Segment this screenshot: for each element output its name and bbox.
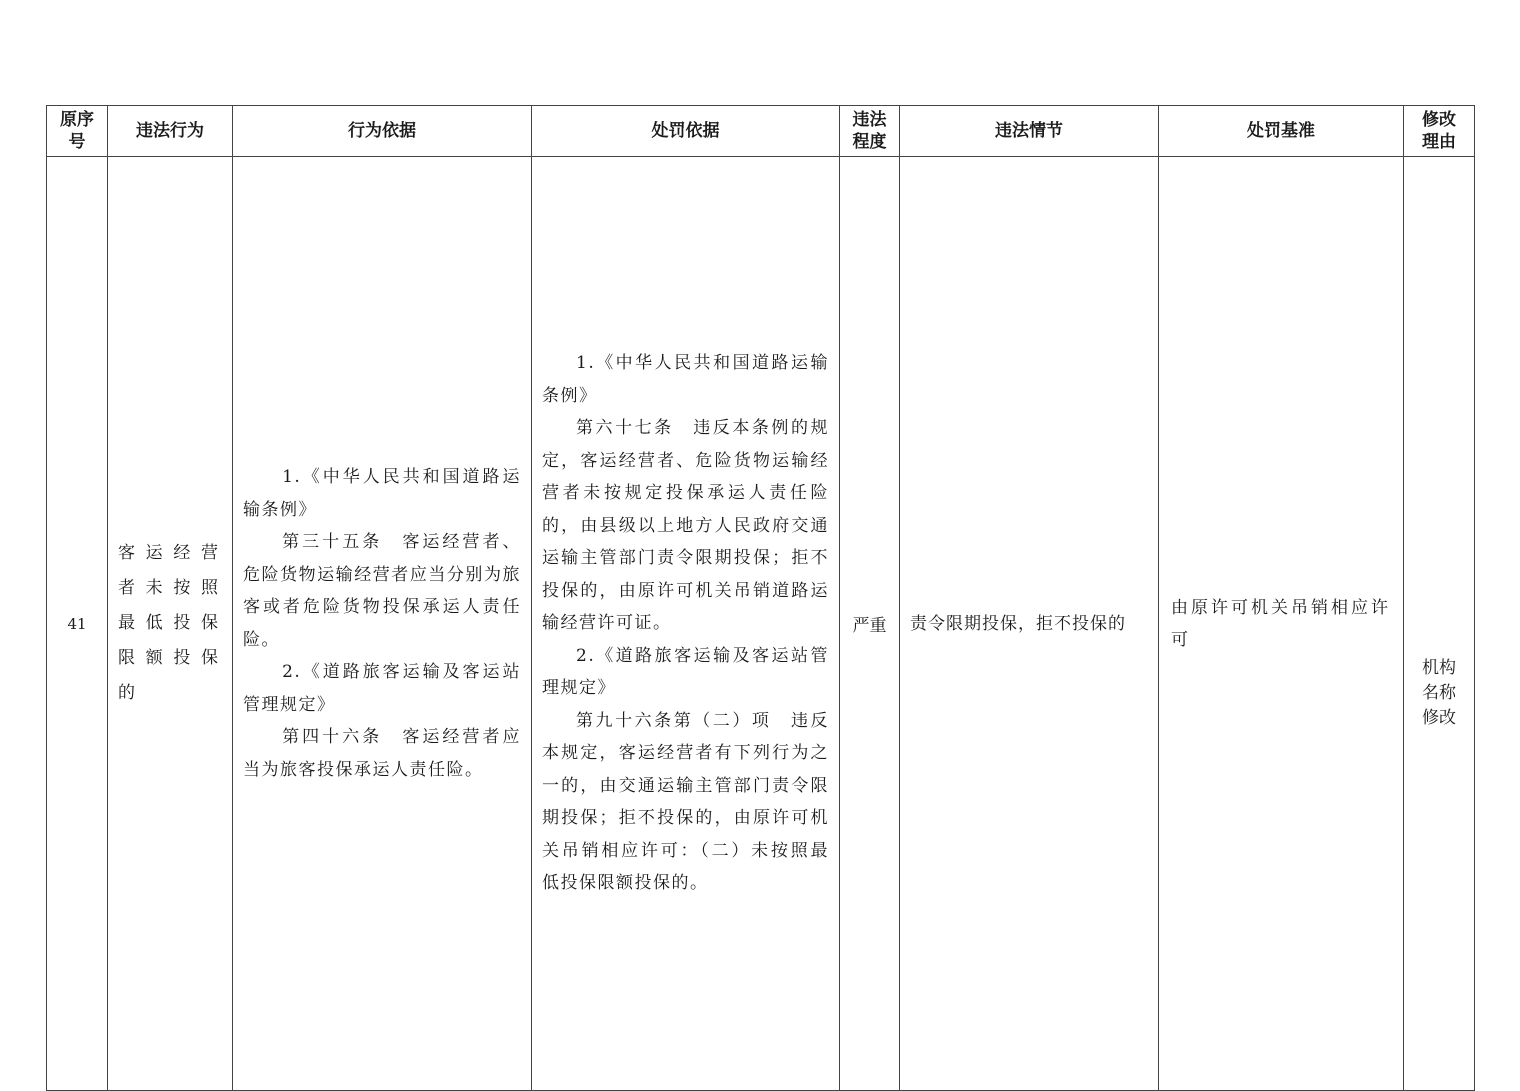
header-act-basis: 行为依据: [233, 106, 532, 157]
act-basis-article-2: 第四十六条 客运经营者应当为旅客投保承运人责任险。: [243, 727, 521, 780]
header-plot: 违法情节: [900, 106, 1159, 157]
penalty-basis-article-2: 第九十六条第（二）项 违反本规定，客运经营者有下列行为之一的，由交通运输主管部门责令限期投保；拒不投保的，由原许可机关吊销相应许可：（二）未按照最低投保限额投保的。: [542, 710, 829, 894]
cell-reason: 机构 名称 修改: [1404, 157, 1475, 1091]
header-seq: 原序 号: [47, 106, 108, 157]
cell-act-basis: [233, 157, 532, 1091]
cell-behavior: 客运经营者未按照最低投保限额投保的: [108, 157, 233, 1091]
header-penalty-basis: 处罚依据: [532, 106, 840, 157]
cell-penalty-basis: [532, 157, 840, 1091]
header-behavior: 违法行为: [108, 106, 233, 157]
cell-degree: 严重: [840, 157, 900, 1091]
cell-plot: 责令限期投保，拒不投保的: [900, 157, 1159, 1091]
penalty-basis-law-1: 1.《中华人民共和国道路运输条例》: [542, 353, 829, 406]
act-basis-article-1: 第三十五条 客运经营者、危险货物运输经营者应当分别为旅客或者危险货物投保承运人责任险。: [243, 532, 521, 650]
penalty-table: [46, 105, 1475, 1091]
penalty-basis-law-2: 2.《道路旅客运输及客运站管理规定》: [542, 645, 829, 699]
cell-seq: 41: [47, 157, 108, 1091]
act-basis-law-1: 1.《中华人民共和国道路运输条例》: [243, 467, 521, 520]
table-row: [47, 157, 1475, 1091]
cell-standard: 由原许可机关吊销相应许可: [1159, 157, 1404, 1091]
header-row: [47, 106, 1475, 157]
penalty-basis-article-1: 第六十七条 违反本条例的规定，客运经营者、危险货物运输经营者未按规定投保承运人责任险的，由县级以上地方人民政府交通运输主管部门责令限期投保；拒不投保的，由原许可机关吊销道路运输经营许可证。: [542, 418, 829, 634]
header-standard: 处罚基准: [1159, 106, 1404, 157]
act-basis-law-2: 2.《道路旅客运输及客运站管理规定》: [243, 662, 521, 715]
header-reason: 修改 理由: [1404, 106, 1475, 157]
header-degree: 违法 程度: [840, 106, 900, 157]
